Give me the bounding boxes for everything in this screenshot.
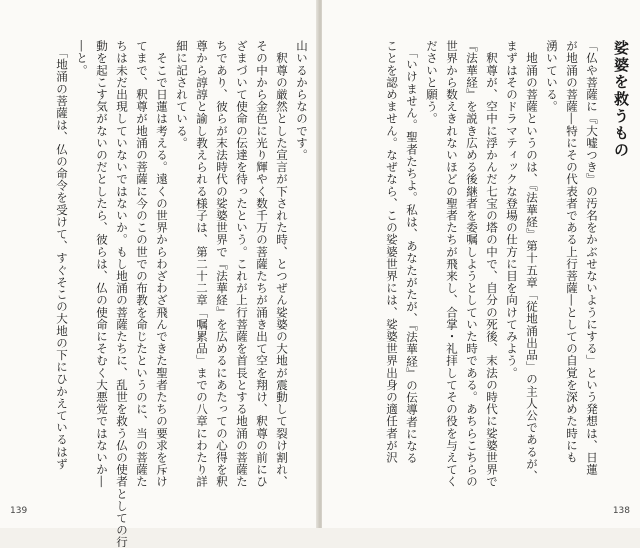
right-page-text: 「仏や菩薩に『大嘘つき』の汚名をかぶせないようにする」という発想は、日蓮 が地涌の菩薩―特にその代表者である上行菩薩―としての自覚を深めた時にも 湧いている。 地涌の菩薩というのは、『法華経』第十五章「従地涌出品」の主人公であるが、 まずはそのドラマティックな登場の仕方に目を向けてみよう。 釈尊が、空中に浮かんだ七宝の塔の中で、自分の死後、末法の時代に娑婆世界で 『法華経』を説き広める後継者を委嘱しようとしていた時である。あちらこちらの 世界から数えきれないほどの聖者たちが飛来し、合掌・礼拝してその役を与えてく ださいと願う。 「いけません。聖者たちよ。私は、あなたがたが、『法華経』の伝導者になる ことを認めません。なぜなら、この娑婆世界には、娑婆世界出身の適任者が沢 <box>385 40 599 488</box>
left-page <box>0 0 318 548</box>
left-page-number: 139 <box>10 506 28 516</box>
left-page-text: 山いるからなのです。 釈尊の厳然とした宣言が下された時、とつぜん娑婆の大地が震動して裂け割れ、 その中から金色に光り輝やく数千万の菩薩たちが涌き出て空を翔け、釈尊の前にひ ざまづいて使命の伝達を待ったという。これが上行菩薩を首長とする地涌の菩薩た ちであり、彼らが末法時代の娑婆世界で『法華経』を広めるにあたっての心得を釈 尊から諄諄と諭し教えられる様子は、第二十二章「嘱累品」までの八章にわたり詳 細に記されている。 そこで日蓮は考える。遠くの世界からわざわざ飛んできた聖者たちの要求を斥け てまで、釈尊が地涌の菩薩に今のこの世での布教を命じたというのに、当の菩薩た ちは未だ出現していないではないか。もし地涌の菩薩たちに、乱世を救う仏の使者としての行 動を起こす気がないのだとしたら、彼らは、仏の使命にそむく大悪党ではないか― ―と。 「地涌の菩薩は、仏の命令を受けて、すぐそこの大地の下にひかえているはず <box>55 40 309 548</box>
right-page-number: 138 <box>612 506 630 516</box>
right-page <box>322 0 640 528</box>
section-title: 娑婆を救うもの <box>612 40 630 159</box>
